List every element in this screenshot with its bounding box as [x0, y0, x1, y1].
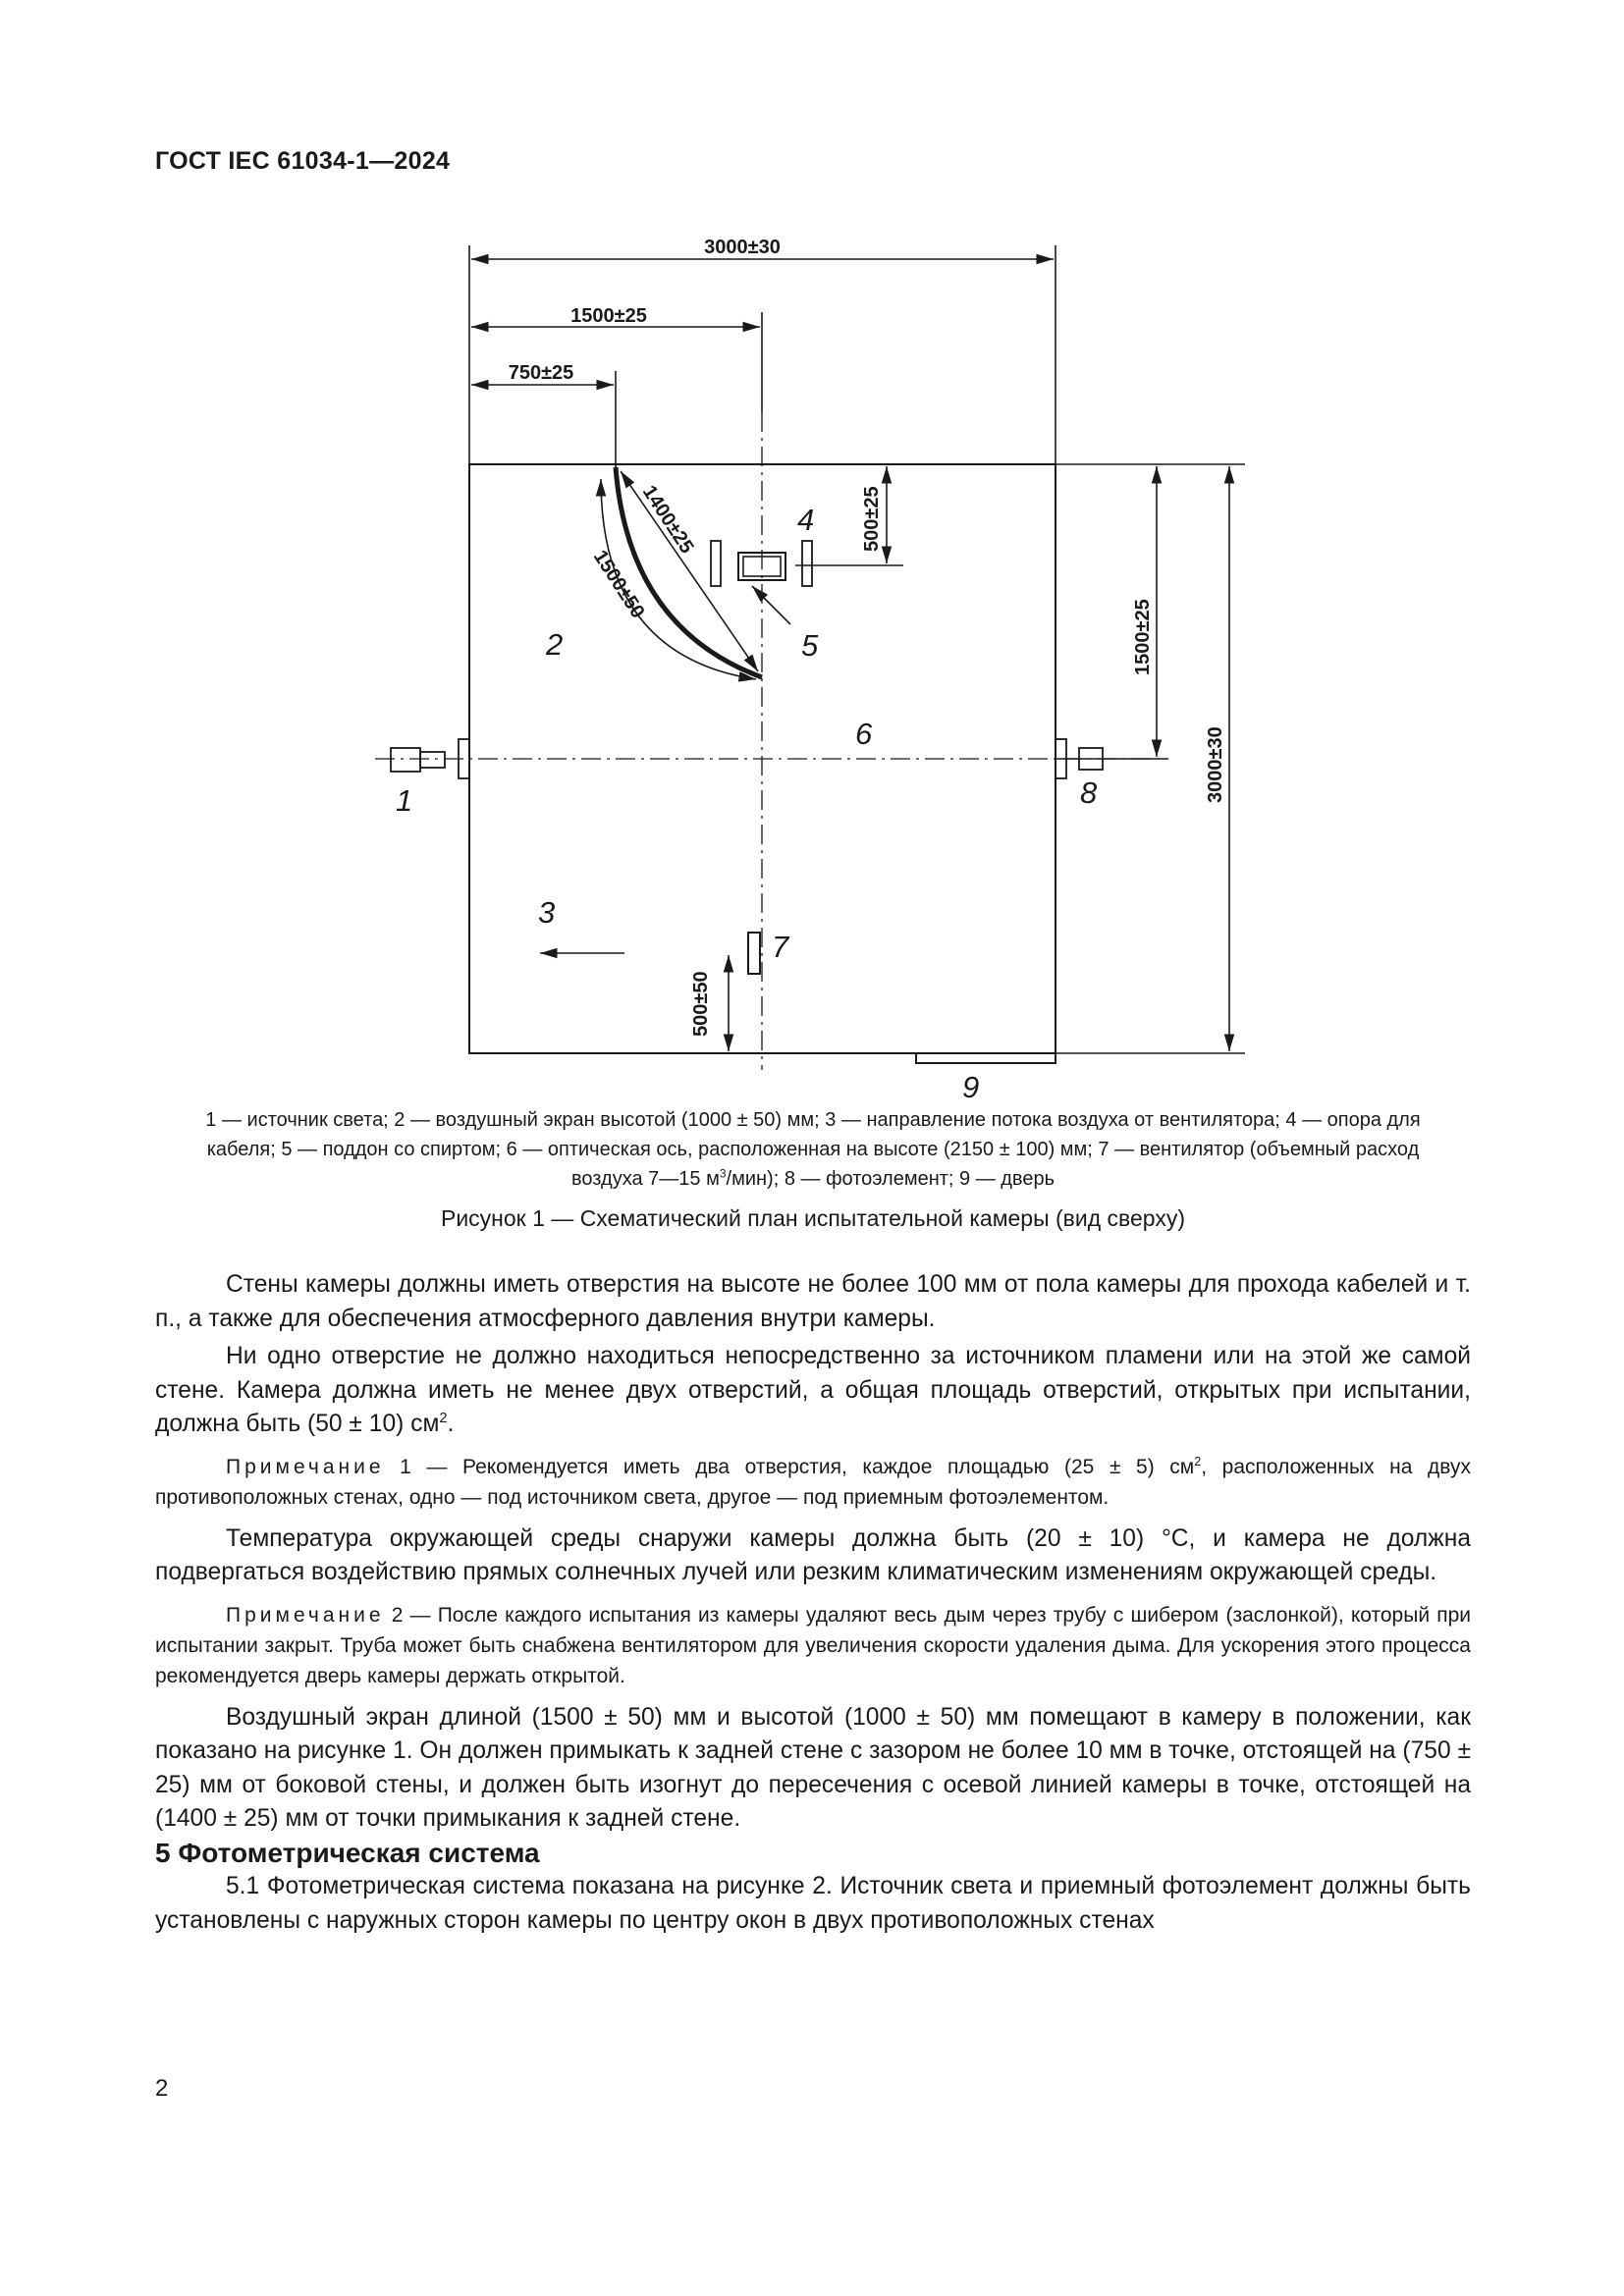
dim-support-offset: 500±25 — [861, 486, 883, 552]
paragraph-1: Стены камеры должны иметь отверстия на высоте не более 100 мм от пола камеры для прохода кабелей и т. п., а также для обеспечения атмосферного давления внутри камеры. — [155, 1271, 1471, 1332]
dim-total-width: 3000±30 — [704, 237, 781, 258]
note-1: Примечание 1 — Рекомендуется иметь два отверстия, каждое площадью (25 ± 5) $см^2$, расположенных на двух противоположных стенах, одно — под источником света, другое — под приемным фотоэлементом. — [155, 1454, 1471, 1509]
dim-fan-offset: 500±50 — [690, 971, 712, 1037]
label-8: 8 — [1080, 775, 1098, 810]
tray-leader — [752, 586, 790, 624]
note-2-label: Примечание — [226, 1603, 385, 1627]
cable-support-left — [711, 541, 721, 586]
note-2: Примечание 2 — После каждого испытания из камеры удаляют весь дым через трубу с шибером (заслонкой), который при испытании закрыт. Труба может быть снабжена вентилятором для увеличения скорости удаления дыма. Для ускорения этого процесса рекомендуется дверь камеры держать открытой. — [155, 1603, 1471, 1687]
legend-line-3a: воздуха 7—15 м — [571, 1168, 720, 1190]
figure-legend — [155, 1105, 1471, 1194]
section-title: 5 Фотометрическая система — [155, 1837, 540, 1868]
page-number: 2 — [155, 2075, 169, 2102]
label-1: 1 — [396, 783, 413, 818]
body-text — [155, 1268, 1471, 1938]
chamber-plan-figure — [0, 0, 1624, 1119]
figure-caption: Рисунок 1 — Схематический план испытательной камеры (вид сверху) — [440, 1205, 1185, 1231]
light-source — [391, 748, 420, 772]
note-1-label: Примечание — [226, 1455, 385, 1478]
label-9: 9 — [962, 1070, 980, 1104]
cable-support-right — [802, 541, 812, 586]
legend-line-2: кабеля; 5 — поддон со спиртом; 6 — оптическая ось, расположенная на высоте (2150 ± 100) мм; 7 — вентилятор (объемный расход — [206, 1139, 1420, 1160]
paragraph-4: Воздушный экран длиной (1500 ± 50) мм и высотой (1000 ± 50) мм помещают в камеру в положении, как показано на рисунке 1. Он должен примыкать к задней стене с зазором не более 10 мм в точке, отстоящей на (750 ± 25) мм от боковой стены, и должен быть изогнут до пересечения с осевой линией камеры в точке, отстоящей на (1400 ± 25) мм от точки примыкания к задней стене. — [155, 1703, 1471, 1832]
label-5: 5 — [801, 628, 819, 663]
dim-axis-offset: 1500±25 — [1132, 599, 1154, 675]
door — [916, 1053, 1056, 1063]
label-6: 6 — [855, 717, 873, 751]
label-3: 3 — [538, 895, 556, 930]
document-header: ГОСТ IEC 61034-1—2024 — [155, 147, 451, 175]
dim-arc-length: 1500±50 — [588, 546, 649, 622]
label-2: 2 — [546, 627, 564, 662]
legend-superscript: 3 — [719, 1166, 727, 1181]
label-4: 4 — [797, 503, 815, 537]
paragraph-5: 5.1 Фотометрическая система показана на рисунке 2. Источник света и приемный фотоэлемент должны быть установлены с наружных сторон камеры по центру окон в двух противоположных стенах — [155, 1873, 1471, 1934]
dim-total-depth: 3000±30 — [1205, 726, 1226, 803]
paragraph-2: Ни одно отверстие не должно находиться непосредственно за источником пламени или на этой же самой стене. Камера должна иметь не менее двух отверстий, а общая площадь отверстий, открытых при испытании, должна быть (50 ± 10) $см^2$. — [155, 1343, 1471, 1437]
legend-line-3b: /мин); 8 — фотоэлемент; 9 — дверь — [726, 1168, 1055, 1190]
dim-quarter-width: 750±25 — [508, 362, 574, 384]
fan — [748, 933, 760, 974]
paragraph-3: Температура окружающей среды снаружи камеры должна быть (20 ± 10) °С, и камера не должна подвергаться воздействию прямых солнечных лучей или резким климатическим изменениям окружающей среды. — [155, 1524, 1471, 1585]
dim-half-width: 1500±25 — [570, 305, 647, 327]
legend-line-1: 1 — источник света; 2 — воздушный экран высотой (1000 ± 50) мм; 3 — направление потока воздуха от вентилятора; 4 — опора для — [205, 1109, 1421, 1131]
label-7: 7 — [772, 930, 789, 964]
dim-arc-chord: 1400±25 — [637, 481, 698, 558]
